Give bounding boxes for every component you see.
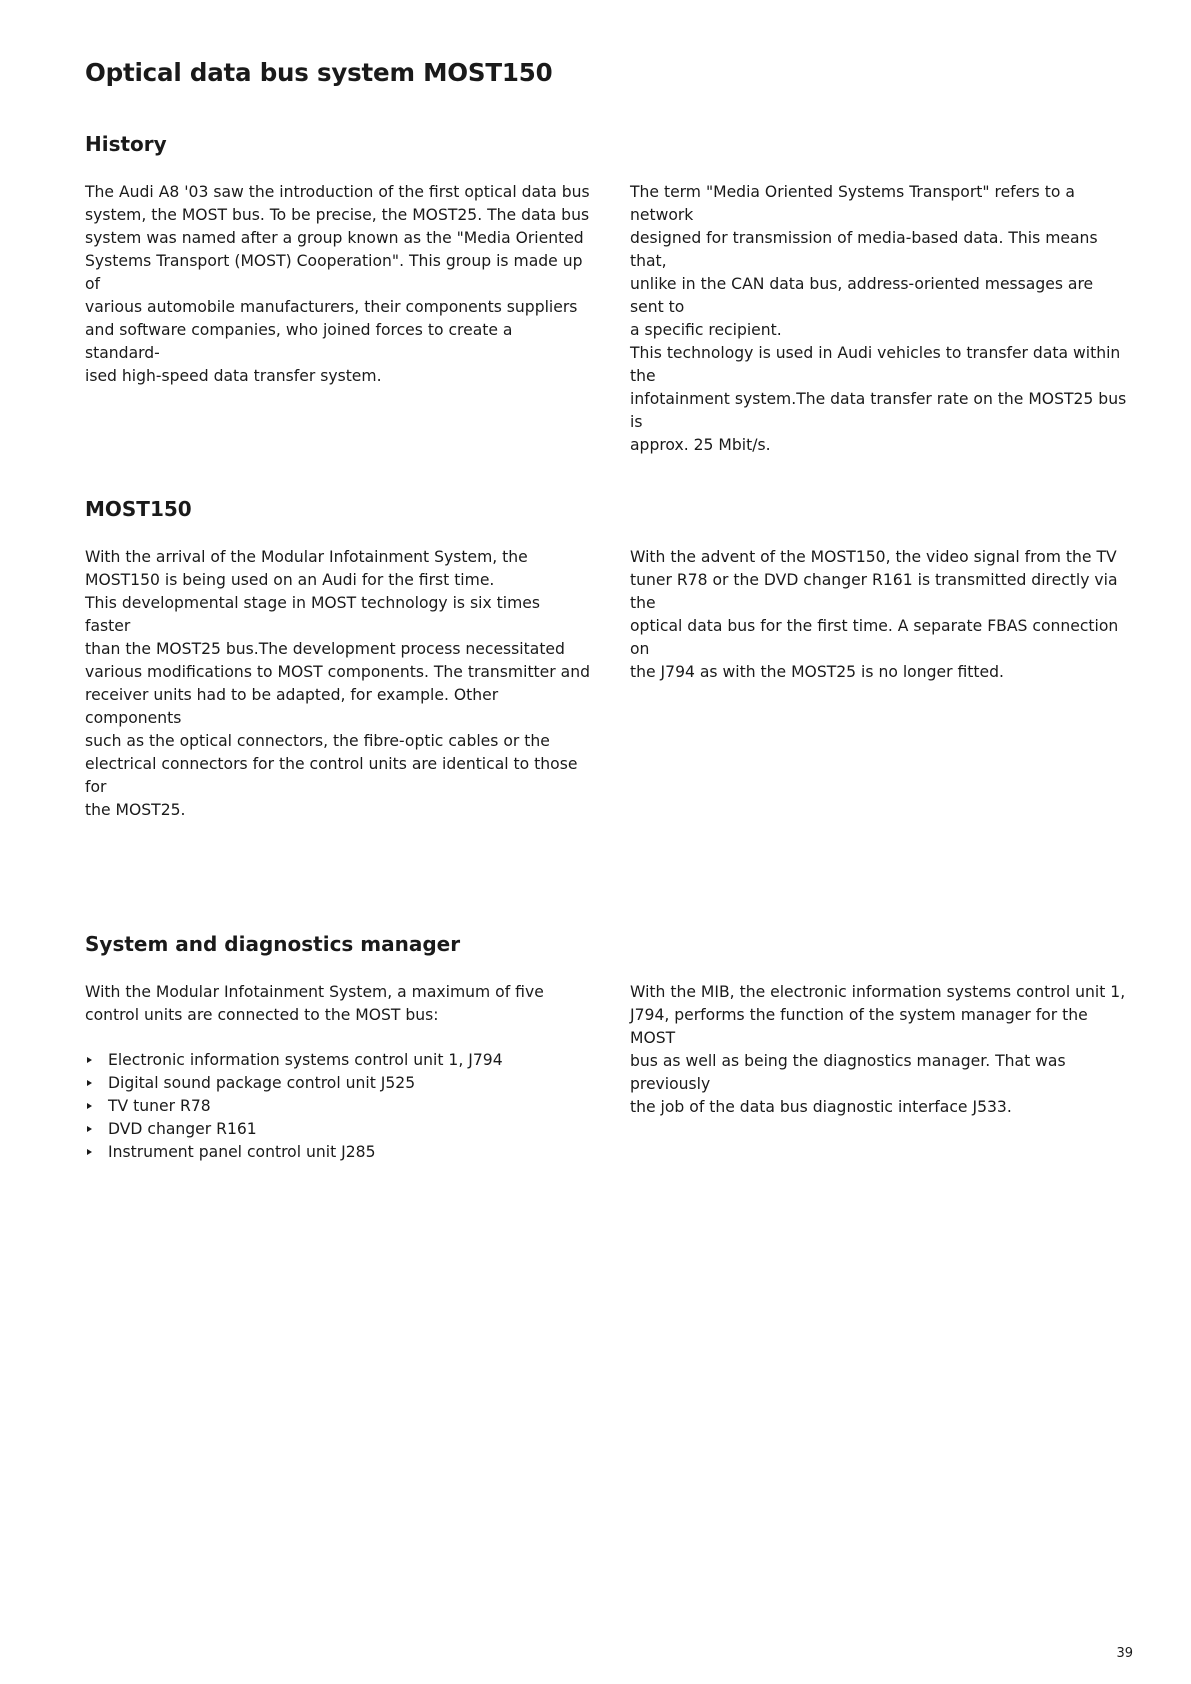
list-item: Digital sound package control unit J525 xyxy=(85,1072,590,1095)
most150-right-column xyxy=(630,546,1130,684)
bullet-triangle-icon xyxy=(87,1057,92,1063)
section-heading-system-manager: System and diagnostics manager xyxy=(85,932,461,956)
page-title: Optical data bus system MOST150 xyxy=(85,58,553,87)
list-item: Instrument panel control unit J285 xyxy=(85,1141,590,1164)
history-right-paragraph: The term "Media Oriented Systems Transport" refers to a network designed for transmission of media-based data. This means that, unlike in the CAN data bus, address-oriented messages are sent to a specific recipient. This technology is used in Audi vehicles to transfer data within the infotainment system.The data transfer rate on the MOST25 bus is approx. 25 Mbit/s. xyxy=(630,183,1127,454)
section-heading-history: History xyxy=(85,132,167,156)
system-right-paragraph: With the MIB, the electronic information systems control unit 1, J794, performs the function of the system manager for the MOST bus as well as being the diagnostics manager. That was previously the job of the data bus diagnostic interface J533. xyxy=(630,983,1126,1116)
history-right-column xyxy=(630,181,1130,457)
history-left-column xyxy=(85,181,590,388)
bullet-triangle-icon xyxy=(87,1080,92,1086)
page-number: 39 xyxy=(1116,1646,1133,1661)
bullet-triangle-icon xyxy=(87,1103,92,1109)
bullet-triangle-icon xyxy=(87,1126,92,1132)
most150-left-paragraph: With the arrival of the Modular Infotainment System, the MOST150 is being used on an Audi for the first time. This developmental stage in MOST technology is six times faster than the MOST25 bus.The development process necessitated various modifications to MOST components. The transmitter and receiver units had to be adapted, for example. Other components such as the optical connectors, the fibre-optic cables or the electrical connectors for the control units are identical to those for the MOST25. xyxy=(85,548,590,819)
control-unit-list xyxy=(85,1049,590,1164)
list-item: DVD changer R161 xyxy=(85,1118,590,1141)
list-item: TV tuner R78 xyxy=(85,1095,590,1118)
bullet-triangle-icon xyxy=(87,1149,92,1155)
list-item: Electronic information systems control unit 1, J794 xyxy=(85,1049,590,1072)
section-heading-most150: MOST150 xyxy=(85,497,192,521)
system-left-column xyxy=(85,981,590,1164)
most150-left-column xyxy=(85,546,590,822)
system-right-column xyxy=(630,981,1130,1119)
most150-right-paragraph: With the advent of the MOST150, the video signal from the TV tuner R78 or the DVD changer R161 is transmitted directly via the optical data bus for the first time. A separate FBAS connection on the J794 as with the MOST25 is no longer fitted. xyxy=(630,548,1119,681)
history-left-paragraph: The Audi A8 '03 saw the introduction of the first optical data bus system, the MOST bus. To be precise, the MOST25. The data bus system was named after a group known as the "Media Oriented Systems Transport (MOST) Cooperation". This group is made up of various automobile manufacturers, their components suppliers and software companies, who joined forces to create a standard- ised high-speed data transfer system. xyxy=(85,183,590,385)
system-left-paragraph: With the Modular Infotainment System, a maximum of five control units are connected to the MOST bus: xyxy=(85,983,544,1024)
